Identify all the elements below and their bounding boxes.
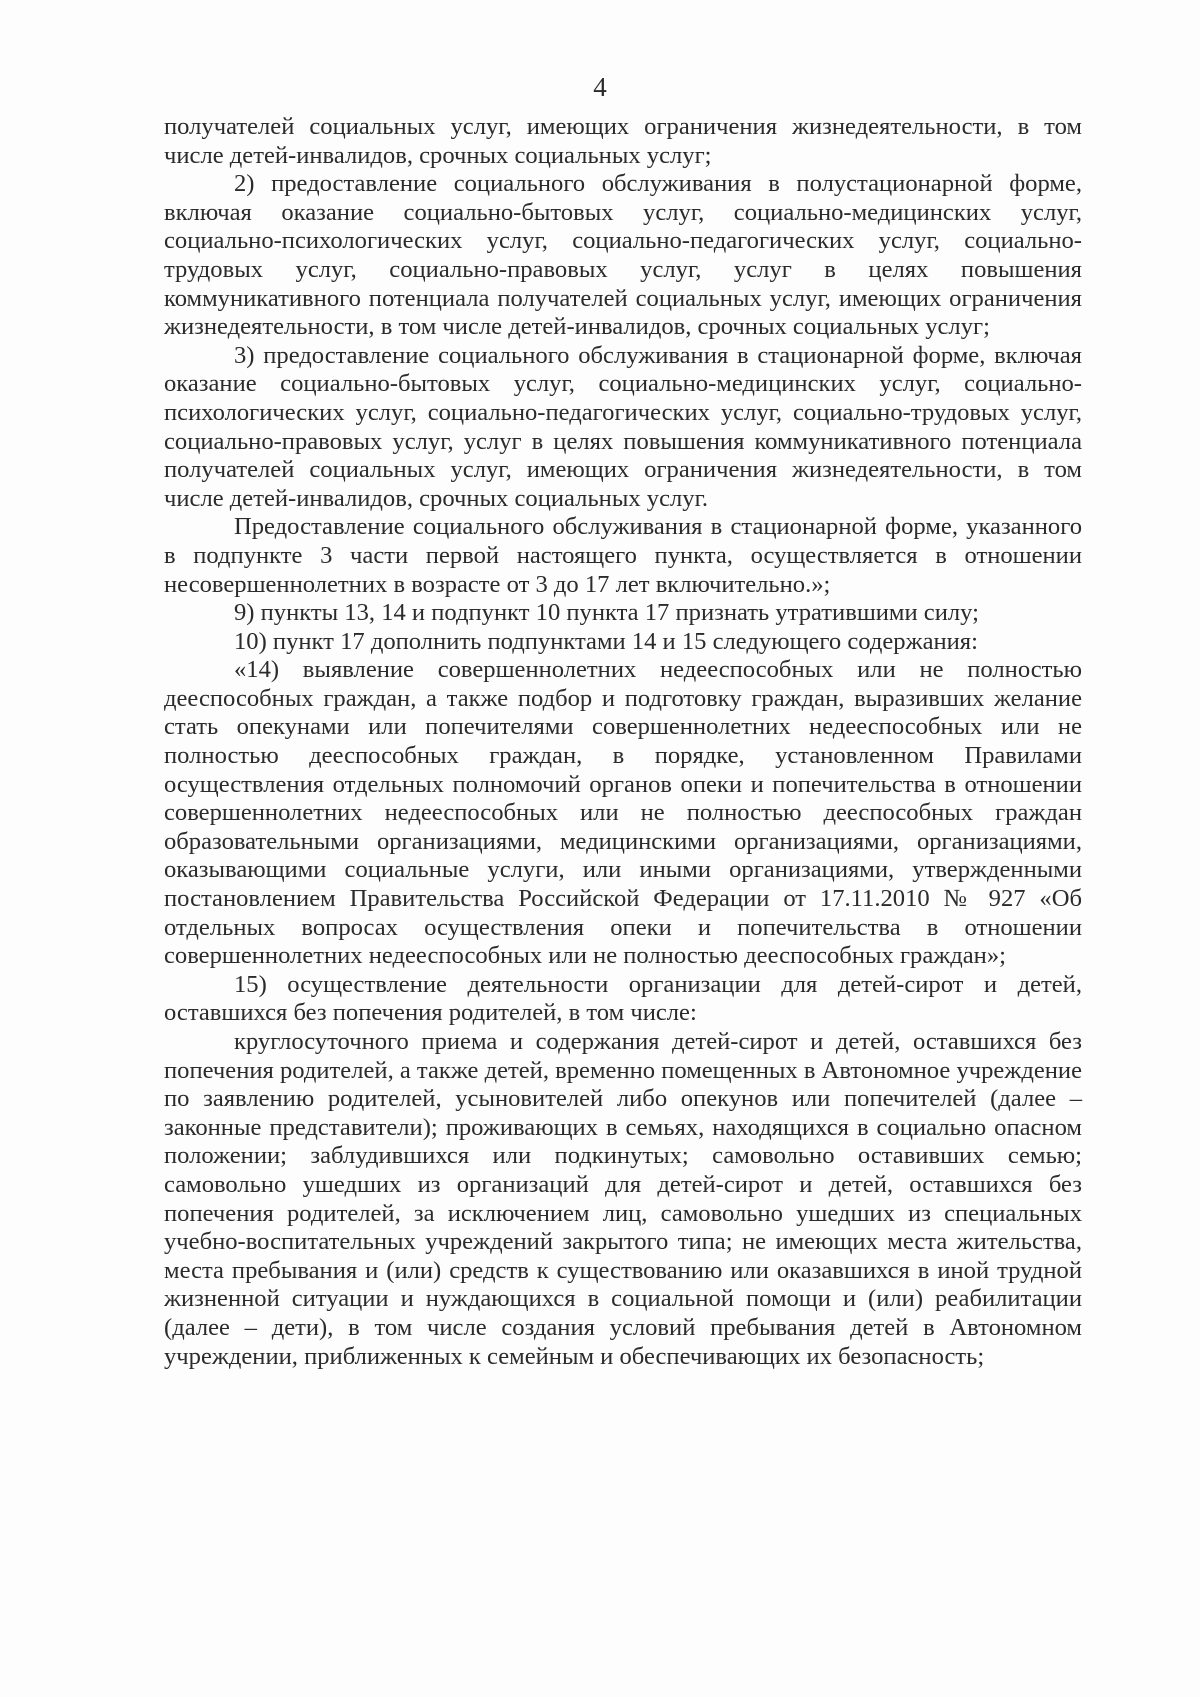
paragraph-item-9: 9) пункты 13, 14 и подпункт 10 пункта 17 признать утратившими силу; [234,599,979,627]
paragraph-item-2: 2) предоставление социального обслуживания в полустационарной форме, включая оказание социально-бытовых услуг, социально-медицинских услуг, социально-психологических услуг, социально-педагогических услуг, социально-трудовых услуг, социально-правовых услуг, услуг в целях повышения коммуникативного потенциала получателей социальных услуг, имеющих ограничения жизнедеятельности, в том числе детей-инвалидов, срочных социальных услуг; [164,170,1082,341]
paragraph-stationary-note: Предоставление социального обслуживания в стационарной форме, указанного в подпункте 3 части первой настоящего пункта, осуществляется в отношении несовершеннолетних в возрасте от 3 до 17 лет включительно.»; [164,513,1082,598]
paragraph-item-3: 3) предоставление социального обслуживания в стационарной форме, включая оказание социально-бытовых услуг, социально-медицинских услуг, социально-психологических услуг, социально-педагогических услуг, социально-трудовых услуг, социально-правовых услуг, услуг в целях повышения коммуникативного потенциала получателей социальных услуг, имеющих ограничения жизнедеятельности, в том числе детей-инвалидов, срочных социальных услуг. [164,341,1082,512]
paragraph-item-10: 10) пункт 17 дополнить подпунктами 14 и 15 следующего содержания: [234,627,978,655]
paragraph-continuation: получателей социальных услуг, имеющих ограничения жизнедеятельности, в том числе детей-инвалидов, срочных социальных услуг; [164,113,1082,169]
paragraph-subitem-15: 15) осуществление деятельности организации для детей-сирот и детей, оставшихся без попечения родителей, в том числе: [164,970,1082,1027]
page-number: 4 [593,72,607,102]
paragraph-orphans-care: круглосуточного приема и содержания детей-сирот и детей, оставшихся без попечения родителей, а также детей, временно помещенных в Автономное учреждение по заявлению родителей, усыновителей либо опекунов или попечителей (далее – законные представители); проживающих в семьях, находящихся в социально опасном положении; заблудившихся или подкинутых; самовольно оставивших семью; самовольно ушедших из организаций для детей-сирот и детей, оставшихся без попечения родителей, за исключением лиц, самовольно ушедших из специальных учебно-воспитательных учреждений закрытого типа; не имеющих места жительства, места пребывания и (или) средств к существованию или оказавшихся в иной трудной жизненной ситуации и нуждающихся в социальной помощи и (или) реабилитации (далее – дети), в том числе создания условий пребывания детей в Автономном учреждении, приближенных к семейным и обеспечивающих их безопасность; [164,1028,1082,1370]
document-body [164,113,1082,1371]
paragraph-subitem-14: «14) выявление совершеннолетних недееспособных или не полностью дееспособных граждан, а также подбор и подготовку граждан, выразивших желание стать опекунами или попечителями совершеннолетних недееспособных или не полностью дееспособных граждан, в порядке, установленном Правилами осуществления отдельных полномочий органов опеки и попечительства в отношении совершеннолетних недееспособных или не полностью дееспособных граждан образовательными организациями, медицинскими организациями, организациями, оказывающими социальные услуги, или иными организациями, утвержденными постановлением Правительства Российской Федерации от 17.11.2010 № 927 «Об отдельных вопросах осуществления опеки и попечительства в отношении совершеннолетних недееспособных или не полностью дееспособных граждан»; [164,656,1082,970]
